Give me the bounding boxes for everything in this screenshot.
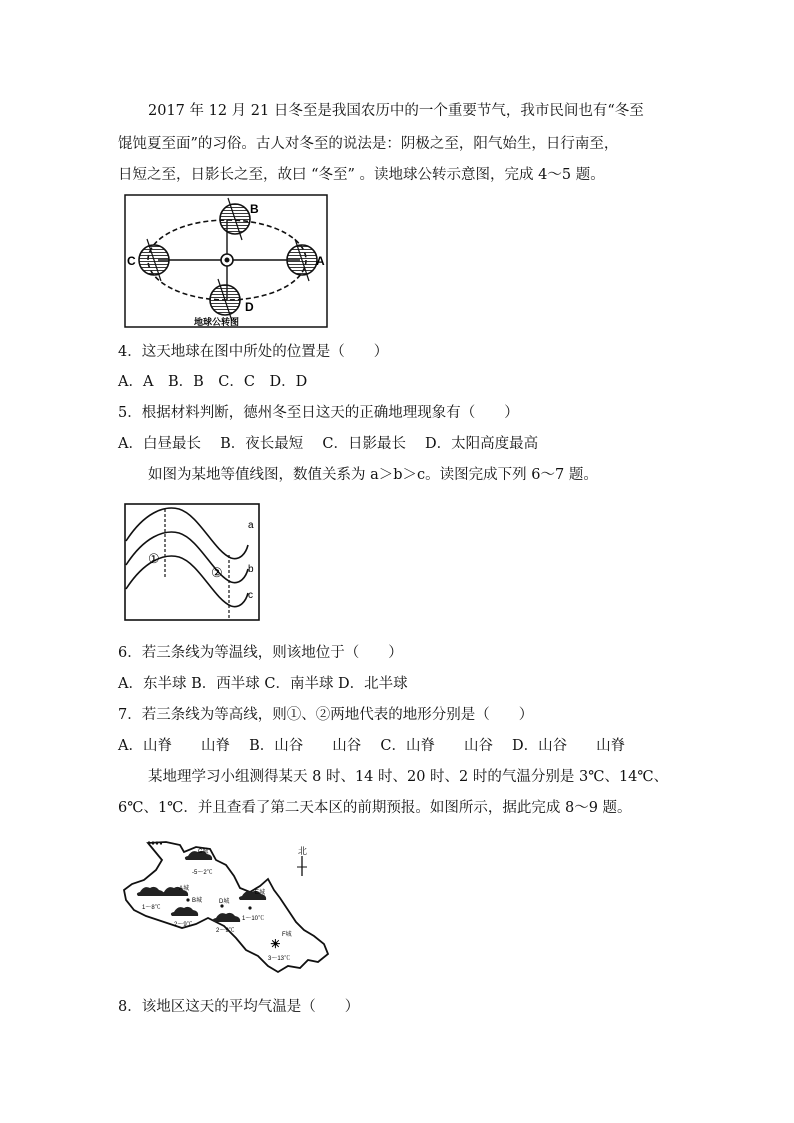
- temp-e: 1～10℃: [242, 916, 265, 922]
- intro1-line3: 日短之至，日影长之至，故曰 “冬至” 。读地球公转示意图，完成 4～5 题。: [118, 167, 605, 183]
- intro3-line2: 6℃、1℃．并且查看了第二天本区的前期预报。如图所示，据此完成 8～9 题。: [118, 800, 632, 816]
- temp-f: 3～13℃: [268, 956, 291, 962]
- isoline-figure: [124, 503, 260, 621]
- figure-caption: 地球公转图: [194, 317, 240, 327]
- north-label: 北: [298, 846, 308, 856]
- q7-stem: 7．若三条线为等高线，则①、②两地代表的地形分别是（ ）: [118, 707, 534, 723]
- label-a: A: [316, 254, 325, 268]
- label-a: a: [248, 520, 254, 531]
- temp-c: -5～2℃: [192, 870, 213, 876]
- intro3-line1: 某地理学习小组测得某天 8 时、14 时、20 时、2 时的气温分别是 3℃、14℃、: [148, 769, 669, 785]
- q4-options: A．A B．B C．C D．D: [118, 374, 308, 390]
- city-e: E城: [255, 890, 266, 896]
- figure-border: [125, 504, 259, 620]
- label-c: C: [127, 254, 136, 268]
- temp-d: 2～9℃: [216, 928, 235, 934]
- label-d: D: [245, 300, 254, 314]
- q5-stem: 5．根据材料判断，德州冬至日这天的正确地理现象有（ ）: [118, 405, 519, 421]
- city-d: D城: [219, 899, 230, 905]
- intro1-line2: 馄饨夏至面”的习俗。古人对冬至的说法是：阴极之至，阳气始生，日行南至，: [118, 136, 619, 152]
- temp-b: 2～9℃: [174, 922, 193, 928]
- city-a: A城: [179, 886, 190, 892]
- temp-a: 1～8℃: [142, 905, 161, 911]
- weather-map-figure: [118, 832, 332, 974]
- city-f: F城: [282, 932, 292, 938]
- point-1: ①: [148, 551, 160, 566]
- point-2: ②: [211, 565, 223, 580]
- q6-stem: 6．若三条线为等温线，则该地位于（ ）: [118, 645, 403, 661]
- q6-options: A．东半球 B．西半球 C．南半球 D．北半球: [118, 676, 408, 692]
- sun-icon: ☀: [270, 937, 281, 951]
- q8-stem: 8．该地区这天的平均气温是（ ）: [118, 999, 360, 1015]
- earth-revolution-figure: [124, 194, 328, 328]
- q5-options: A．白昼最长 B．夜长最短 C．日影最长 D．太阳高度最高: [118, 436, 539, 452]
- q7-options: A．山脊 山脊 B．山谷 山谷 C．山脊 山谷 D．山谷 山脊: [118, 738, 626, 754]
- label-b: B: [250, 202, 259, 216]
- label-b: b: [248, 564, 254, 575]
- label-c: c: [248, 590, 253, 601]
- intro1-line1: 2017 年 12 月 21 日冬至是我国农历中的一个重要节气，我市民间也有“冬至: [148, 103, 644, 119]
- city-c: C城: [198, 849, 209, 855]
- q4-stem: 4．这天地球在图中所处的位置是（ ）: [118, 344, 389, 360]
- intro2: 如图为某地等值线图，数值关系为 a＞b＞c。读图完成下列 6～7 题。: [148, 467, 598, 483]
- city-b: B城: [192, 898, 203, 904]
